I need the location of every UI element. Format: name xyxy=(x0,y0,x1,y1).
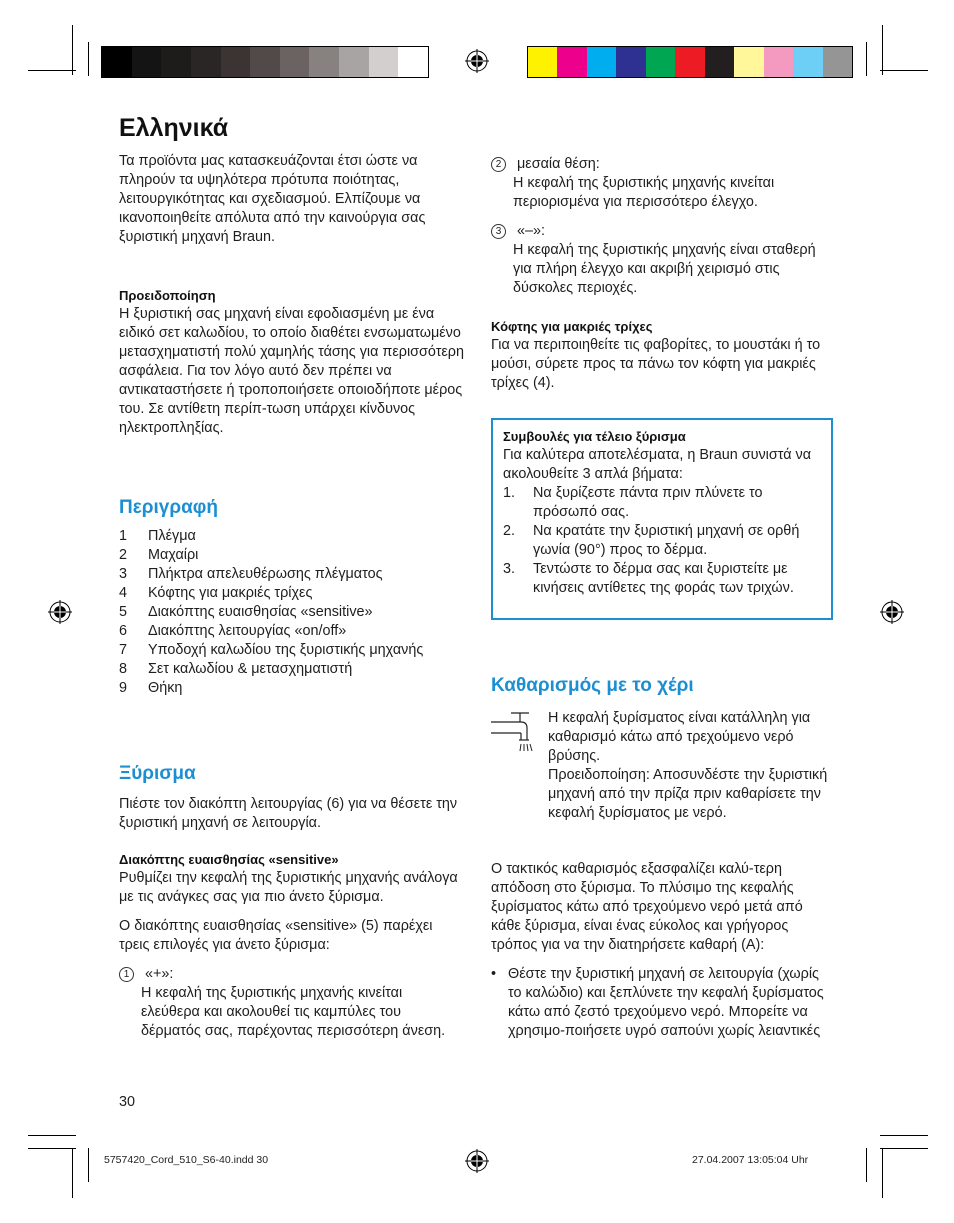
cleaning-body xyxy=(491,860,836,1041)
list-number: 4 xyxy=(119,585,128,601)
gray-swatch xyxy=(339,47,369,77)
list-item: Διακόπτης λειτουργίας «on/off» xyxy=(148,623,347,639)
warning-text: Η ξυριστική σας μηχανή είναι εφοδιασμένη με ένα ειδικό σετ καλωδίου, το οποίο διαθέτει ενσωματωμένο μετασχηματιστή πολύ χαμηλής τάσης για περισσότερη ασφάλεια. Για τον λόγο αυτό δεν πρέπει να αντικαταστήσετε ή τροποποιήσετε οποιοδήποτε μέρος του. Σε αντίθετη περίπ-τωση υπάρχει κίνδυνος ηλεκτροπληξίας. xyxy=(119,306,465,436)
list-item: Κόφτης για μακριές τρίχες xyxy=(148,585,313,601)
page-title: Ελληνικά xyxy=(119,114,229,142)
option-text: Η κεφαλή της ξυριστικής μηχανής είναι σταθερή για πλήρη έλεγχο και ακριβή χειρισμό στις δύσκολες περιοχές. xyxy=(513,242,816,296)
cleaning-section xyxy=(491,676,836,695)
tips-steps xyxy=(503,484,822,598)
list-item: Πλέγμα xyxy=(148,528,196,544)
gray-swatch xyxy=(250,47,280,77)
registration-mark-icon xyxy=(48,600,72,624)
description-heading: Περιγραφή xyxy=(119,497,218,518)
option-label: «+»: xyxy=(145,966,174,982)
option-text: Η κεφαλή της ξυριστικής μηχανής κινείται περιορισμένα για περισσότερο έλεγχο. xyxy=(513,175,775,210)
option-label: «–»: xyxy=(517,223,546,239)
gray-swatch xyxy=(161,47,191,77)
option-plus xyxy=(119,965,464,1041)
gray-swatch xyxy=(280,47,310,77)
circled-number-icon: 3 xyxy=(491,224,506,239)
cleaning-icon-block xyxy=(548,709,838,823)
step-number: 3. xyxy=(503,561,516,577)
step-text: Να ξυρίζεστε πάντα πριν πλύνετε το πρόσωπό σας. xyxy=(533,485,763,520)
step-text: Να κρατάτε την ξυριστική μηχανή σε ορθή γωνία (90°) προς το δέρμα. xyxy=(533,523,800,558)
water-tap-icon xyxy=(491,710,539,754)
parts-list xyxy=(119,527,464,698)
gray-swatch xyxy=(132,47,162,77)
warning-heading: Προειδοποίηση xyxy=(119,288,216,303)
color-swatch xyxy=(557,47,586,77)
list-item: Πλήκτρα απελευθέρωσης πλέγματος xyxy=(148,566,383,582)
shaving-section xyxy=(119,764,464,1041)
list-number: 2 xyxy=(119,547,128,563)
gray-swatch xyxy=(309,47,339,77)
gray-swatch xyxy=(221,47,251,77)
left-column xyxy=(119,152,464,247)
list-item: Μαχαίρι xyxy=(148,547,199,563)
registration-mark-icon xyxy=(465,1149,489,1173)
option-text: Η κεφαλή της ξυριστικής μηχανής κινείται ελεύθερα και ακολουθεί τις καμπύλες του δέρματός σας, παρέχοντας περισσότερη άνεση. xyxy=(141,985,446,1039)
color-swatch xyxy=(734,47,763,77)
cleaning-text: Ο τακτικός καθαρισμός εξασφαλίζει καλύ-τερη απόδοση στο ξύρισμα. Το πλύσιμο της κεφαλής ξυρίσματος κάτω από τρεχούμενο νερό μετά από κάθε ξύρισμα, είναι ένας εύκολος και γρήγορος τρόπος για να την διατηρήσετε καθαρή (A): xyxy=(491,861,803,953)
color-swatch xyxy=(823,47,852,77)
list-number: 1 xyxy=(119,528,128,544)
list-number: 5 xyxy=(119,604,128,620)
color-swatch xyxy=(793,47,822,77)
page-number: 30 xyxy=(119,1094,136,1110)
list-item: Θήκη xyxy=(148,680,183,696)
registration-mark-icon xyxy=(465,49,489,73)
circled-number-icon: 2 xyxy=(491,157,506,172)
sensitive-text: Ρυθμίζει την κεφαλή της ξυριστικής μηχανής ανάλογα με τις ανάγκες σας για πιο άνετο ξύρισμα. xyxy=(119,870,458,905)
color-swatch xyxy=(528,47,557,77)
color-calibration-bar xyxy=(527,46,853,78)
sensitive-heading: Διακόπτης ευαισθησίας «sensitive» xyxy=(119,852,339,867)
description-section xyxy=(119,498,464,698)
color-swatch xyxy=(587,47,616,77)
color-swatch xyxy=(616,47,645,77)
list-item: Σετ καλωδίου & μετασχηματιστή xyxy=(148,661,353,677)
option-minus xyxy=(491,222,836,298)
right-column-options xyxy=(491,155,836,298)
trimmer-text: Για να περιποιηθείτε τις φαβορίτες, το μουστάκι ή το μούσι, σύρετε προς τα πάνω τον κόφτη για μακριές τρίχες (4). xyxy=(491,337,821,391)
cleaning-bullet xyxy=(491,965,836,1041)
color-swatch xyxy=(675,47,704,77)
cleaning-icon-text: Η κεφαλή ξυρίσματος είναι κατάλληλη για καθαρισμό κάτω από τρεχούμενο νερό βρύσης. xyxy=(548,710,811,764)
list-number: 9 xyxy=(119,680,128,696)
step-number: 2. xyxy=(503,523,516,539)
tips-box xyxy=(491,418,833,620)
warning-block xyxy=(119,286,464,438)
gray-swatch xyxy=(369,47,399,77)
shaving-heading: Ξύρισμα xyxy=(119,763,196,784)
gray-swatch xyxy=(398,47,428,77)
list-item: Διακόπτης ευαισθησίας «sensitive» xyxy=(148,604,373,620)
bullet-text: Θέστε την ξυριστική μηχανή σε λειτουργία (χωρίς το καλώδιο) και ξεπλύνετε την κεφαλή ξυρίσματος κάτω από ζεστό τρεχούμενο νερό. Μπορείτε να χρησιμο-ποιήσετε υγρό σαπούνι χωρίς λειαντικές xyxy=(508,966,824,1039)
shaving-text: Πιέστε τον διακόπτη λειτουργίας (6) για να θέσετε την ξυριστική μηχανή σε λειτουργία. xyxy=(119,796,458,831)
trimmer-section xyxy=(491,317,836,393)
sensitive-options-intro: Ο διακόπτης ευαισθησίας «sensitive» (5) παρέχει τρεις επιλογές για άνετο ξύρισμα: xyxy=(119,918,433,953)
option-middle xyxy=(491,155,836,212)
cleaning-heading: Καθαρισμός με το χέρι xyxy=(491,675,694,696)
color-swatch xyxy=(705,47,734,77)
footer-file: 5757420_Cord_510_S6-40.indd 30 xyxy=(104,1154,269,1166)
footer-timestamp: 27.04.2007 13:05:04 Uhr xyxy=(692,1154,809,1166)
gray-calibration-bar xyxy=(101,46,429,78)
gray-swatch xyxy=(102,47,132,77)
trimmer-heading: Κόφτης για μακριές τρίχες xyxy=(491,319,653,334)
gray-swatch xyxy=(191,47,221,77)
intro-paragraph: Τα προϊόντα μας κατασκευάζονται έτσι ώστε να πληρούν τα υψηλότερα πρότυπα ποιότητας, λειτουργικότητας και σχεδιασμού. Ελπίζουμε να ικανοποιηθείτε απόλυτα από την καινούργια σας ξυριστική μηχανή Braun. xyxy=(119,153,426,245)
circled-number-icon: 1 xyxy=(119,967,134,982)
option-label: μεσαία θέση: xyxy=(517,156,600,172)
list-number: 8 xyxy=(119,661,128,677)
color-swatch xyxy=(764,47,793,77)
tips-heading: Συμβουλές για τέλειο ξύρισμα xyxy=(503,429,686,444)
list-number: 6 xyxy=(119,623,128,639)
color-swatch xyxy=(646,47,675,77)
list-number: 7 xyxy=(119,642,128,658)
step-number: 1. xyxy=(503,485,516,501)
tips-intro: Για καλύτερα αποτελέσματα, η Braun συνιστά να ακολουθείτε 3 απλά βήματα: xyxy=(503,447,812,482)
list-item: Υποδοχή καλωδίου της ξυριστικής μηχανής xyxy=(148,642,424,658)
cleaning-warning: Προειδοποίηση: Αποσυνδέστε την ξυριστική μηχανή από την πρίζα πριν καθαρίσετε την κεφαλή ξυρίσματος με νερό. xyxy=(548,767,828,821)
list-number: 3 xyxy=(119,566,128,582)
step-text: Τεντώστε το δέρμα σας και ξυριστείτε με κινήσεις αντίθετες της φοράς των τριχών. xyxy=(533,561,794,596)
registration-mark-icon xyxy=(880,600,904,624)
bullet-icon: • xyxy=(491,966,497,982)
